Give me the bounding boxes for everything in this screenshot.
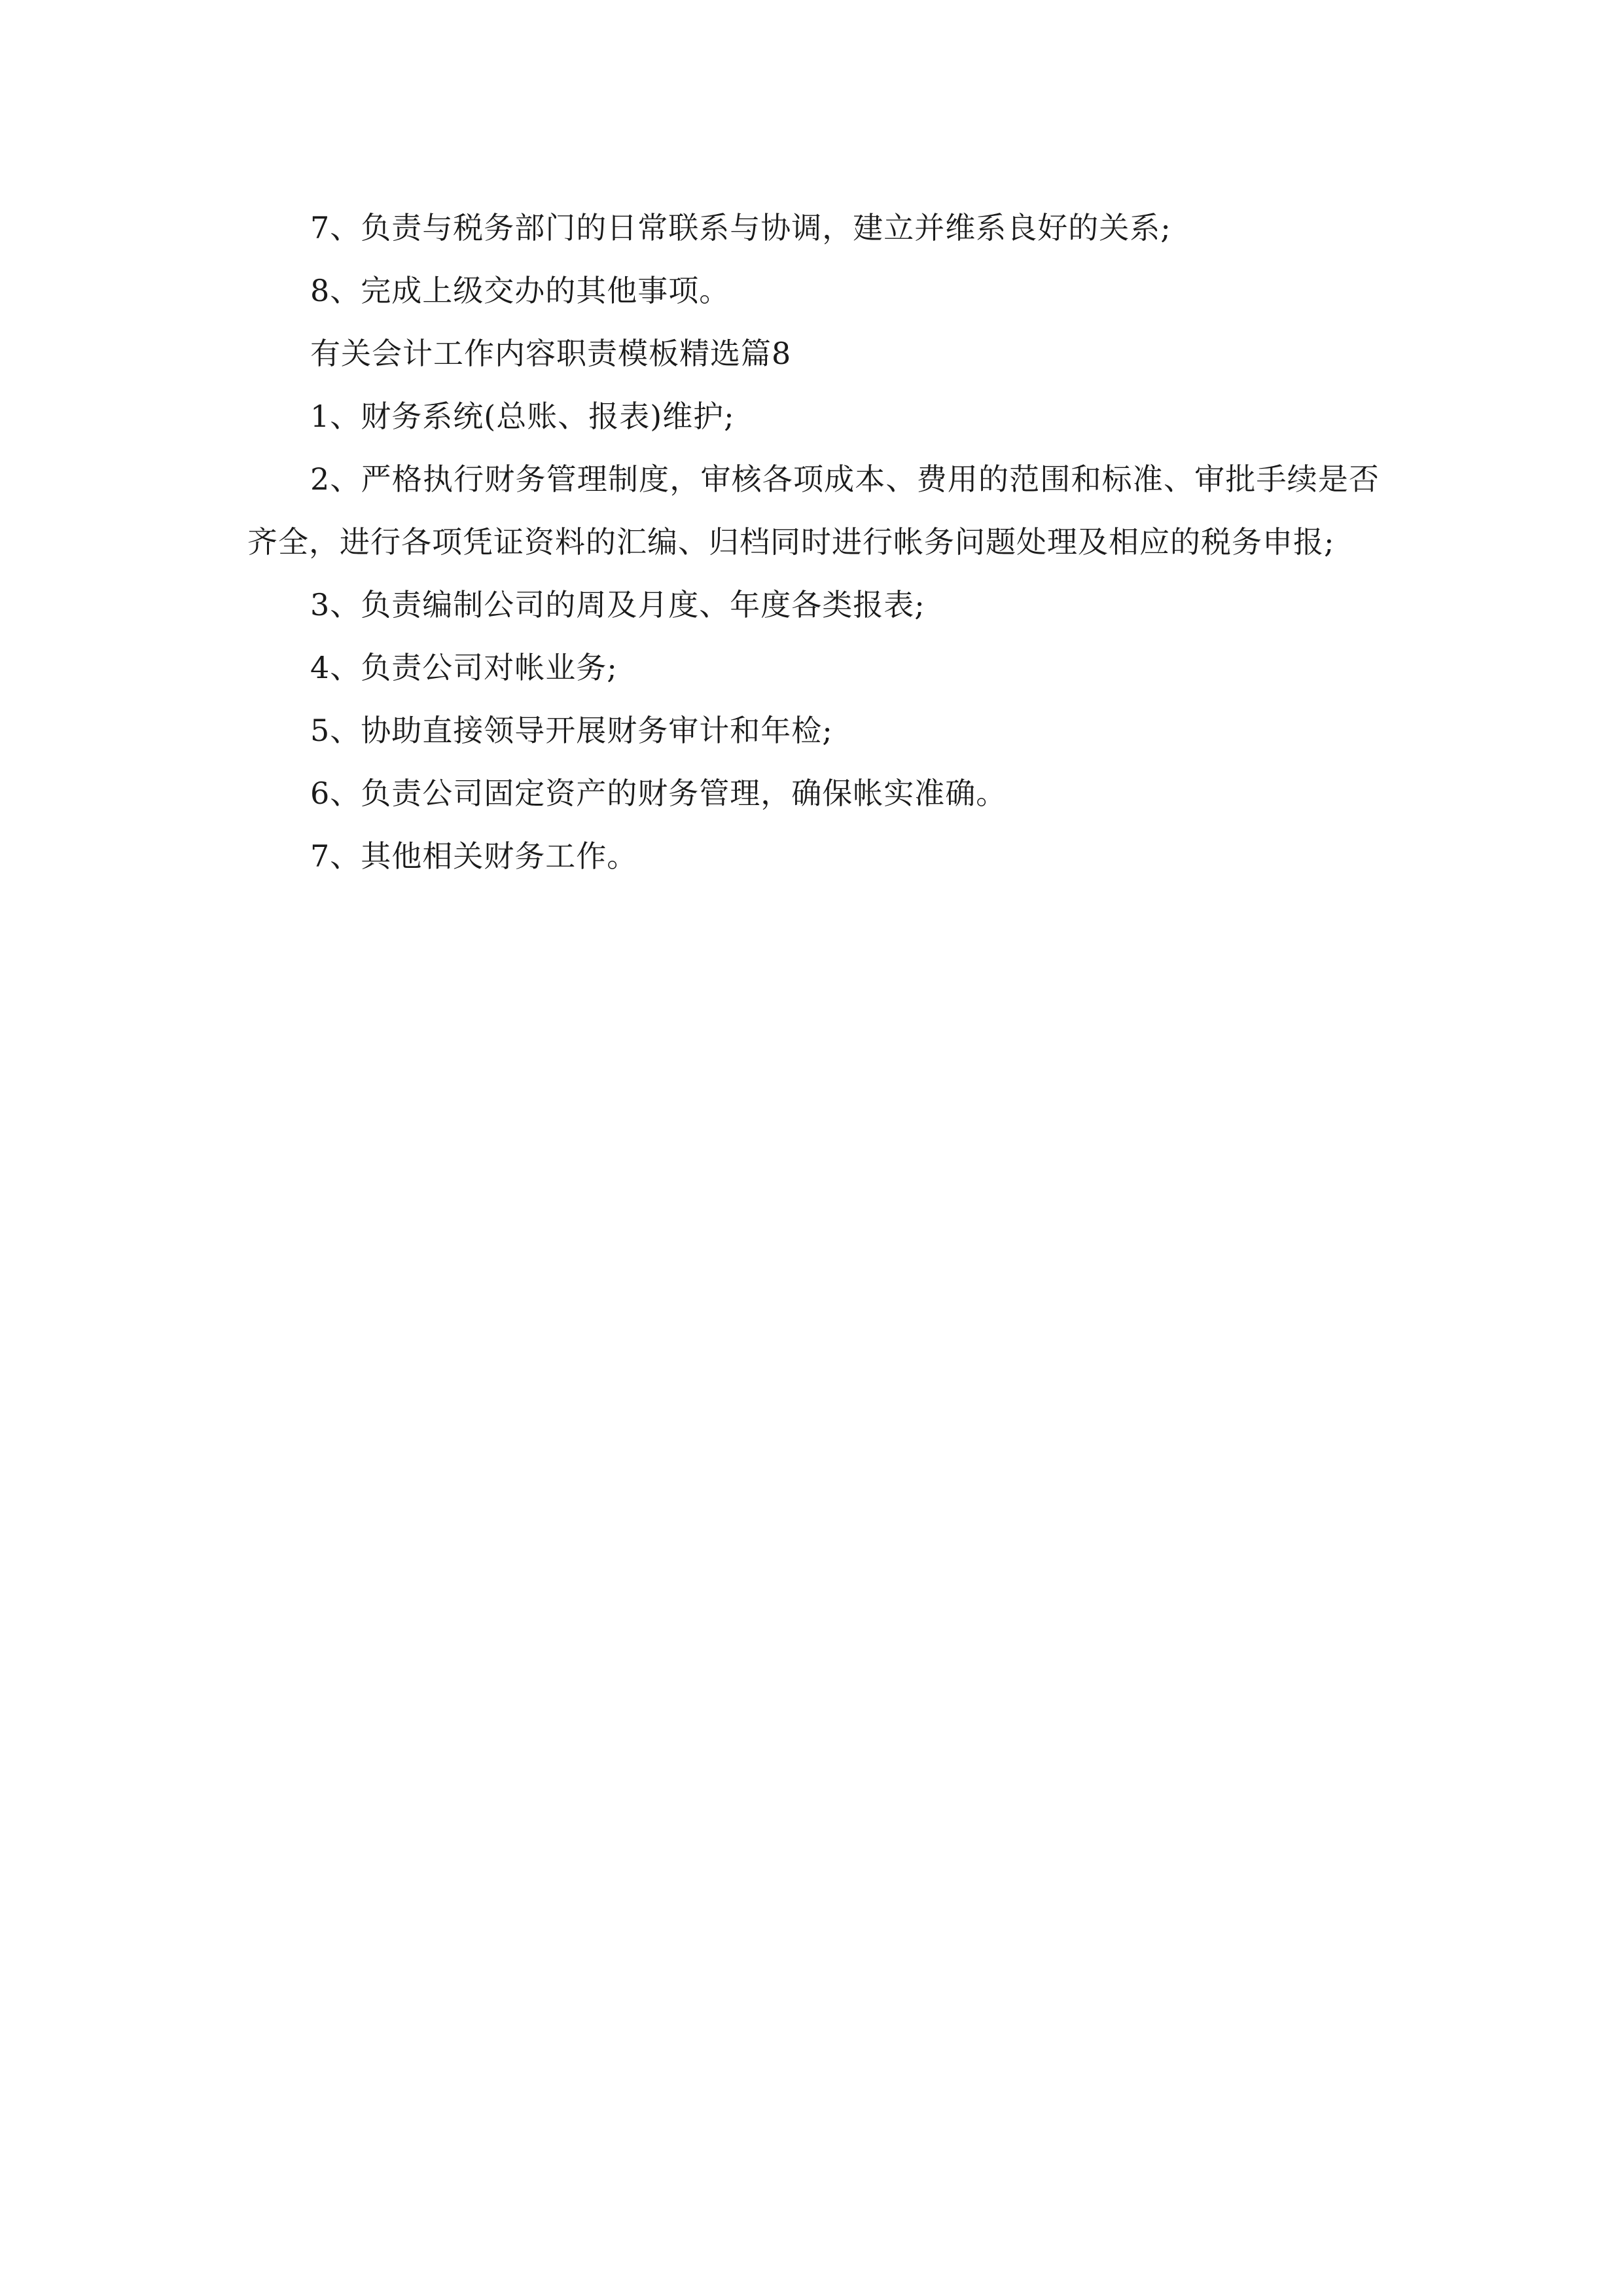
paragraph-item-4-reconciliation: 4、负责公司对帐业务; xyxy=(310,650,618,685)
paragraph-item-2-financial-rules: 2、严格执行财务管理制度，审核各项成本、费用的范围和标准、审批手续是否齐全，进行各项凭证资料的汇编、归档同时进行帐务问题处理及相应的税务申报; xyxy=(247,461,1380,560)
paragraph-item-7-other-work: 7、其他相关财务工作。 xyxy=(310,838,638,874)
paragraph-item-3-reports: 3、负责编制公司的周及月度、年度各类报表; xyxy=(310,587,925,622)
section-heading: 有关会计工作内容职责模板精选篇8 xyxy=(310,336,792,371)
paragraph-item-7-tax-liaison: 7、负责与税务部门的日常联系与协调，建立并维系良好的关系; xyxy=(310,210,1171,245)
document-body xyxy=(247,196,1380,888)
paragraph-item-5-audit: 5、协助直接领导开展财务审计和年检; xyxy=(310,713,833,748)
paragraph-item-1-system-maintenance: 1、财务系统(总账、报表)维护; xyxy=(310,399,735,434)
paragraph-item-8-other-tasks: 8、完成上级交办的其他事项。 xyxy=(310,273,730,308)
paragraph-item-6-fixed-assets: 6、负责公司固定资产的财务管理，确保帐实准确。 xyxy=(310,776,1007,811)
